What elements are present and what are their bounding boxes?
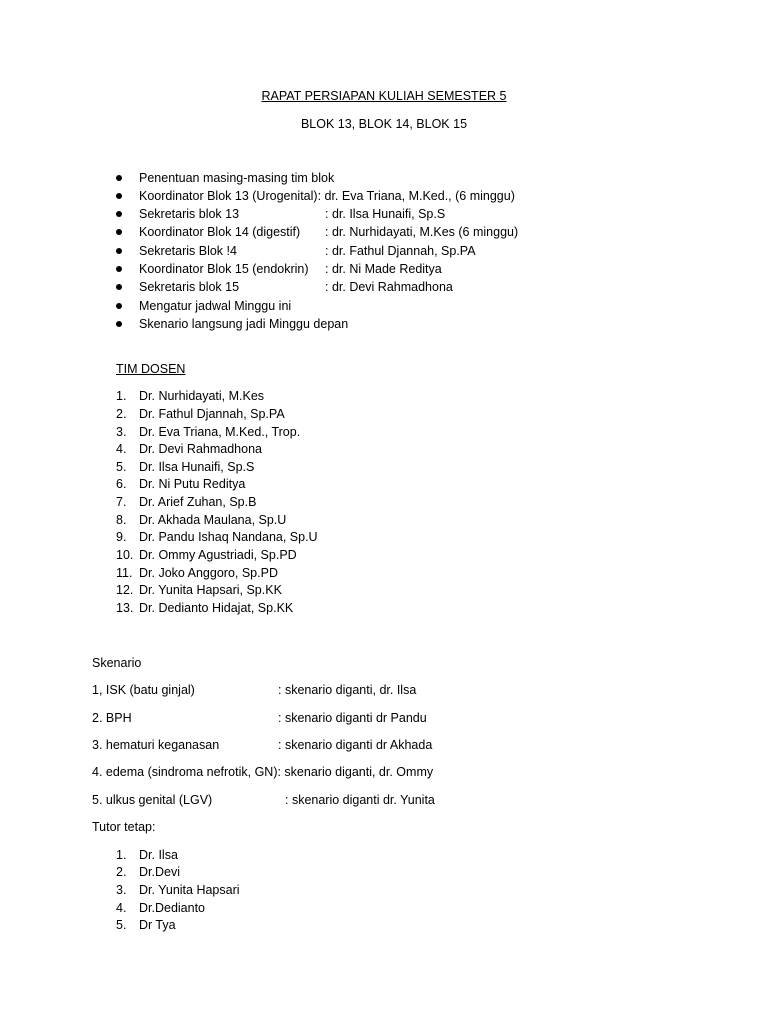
list-item-name: Dr. Ilsa Hunaifi, Sp.S: [139, 460, 255, 474]
skenario-item-label: 1, ISK (batu ginjal): [92, 683, 195, 697]
list-item-number: 13.: [116, 601, 134, 615]
list-item-name: Dr Tya: [139, 918, 176, 932]
list-item-name: Dr.Dedianto: [139, 901, 206, 915]
list-item-name: Dr. Pandu Ishaq Nandana, Sp.U: [139, 530, 318, 544]
list-item-name: Dr. Arief Zuhan, Sp.B: [139, 495, 257, 509]
list-item-name: Dr. Eva Triana, M.Ked., Trop.: [139, 425, 301, 439]
list-item-number: 1.: [116, 848, 127, 862]
list-item-number: 11.: [116, 566, 133, 580]
agenda-item-value: : dr. Nurhidayati, M.Kes (6 minggu): [325, 225, 519, 239]
agenda-item: [116, 260, 656, 278]
list-item-number: 1.: [116, 389, 127, 403]
skenario-item-value: : skenario diganti dr Akhada: [278, 738, 433, 752]
list-item-number: 3.: [116, 883, 127, 897]
bullet-icon: [116, 193, 122, 199]
list-item-number: 6.: [116, 477, 127, 491]
list-item-number: 12.: [116, 583, 134, 597]
list-item-name: Dr. Ni Putu Reditya: [139, 477, 246, 491]
agenda-item-label: Sekretaris blok 13: [139, 207, 240, 221]
skenario-item-value: : skenario diganti dr. Yunita: [285, 793, 435, 807]
list-item-number: 5.: [116, 918, 127, 932]
agenda-item-value: : dr. Ilsa Hunaifi, Sp.S: [325, 207, 446, 221]
list-item-name: Dr. Yunita Hapsari, Sp.KK: [139, 583, 282, 597]
skenario-item-label: 4. edema (sindroma nefrotik, GN): skenario diganti, dr. Ommy: [92, 765, 434, 779]
agenda-item-label: Koordinator Blok 15 (endokrin): [139, 262, 309, 276]
agenda-item: [116, 242, 656, 260]
tutor-tetap-heading: Tutor tetap:: [92, 820, 156, 834]
list-item-number: 2.: [116, 407, 127, 421]
list-item-number: 8.: [116, 513, 127, 527]
list-item-number: 3.: [116, 425, 127, 439]
bullet-icon: [116, 211, 122, 217]
skenario-item-value: : skenario diganti, dr. Ilsa: [278, 683, 417, 697]
skenario-item-label: 5. ulkus genital (LGV): [92, 793, 213, 807]
list-item-number: 4.: [116, 442, 127, 456]
tim-dosen-heading: TIM DOSEN: [116, 362, 186, 376]
skenario-item-value: : skenario diganti dr Pandu: [278, 711, 427, 725]
list-item-name: Dr. Ommy Agustriadi, Sp.PD: [139, 548, 297, 562]
bullet-icon: [116, 248, 122, 254]
skenario-heading: Skenario: [92, 656, 142, 670]
list-item-name: Dr. Ilsa: [139, 848, 178, 862]
list-item-number: 7.: [116, 495, 127, 509]
list-item-name: Dr. Devi Rahmadhona: [139, 442, 262, 456]
agenda-item-value: : dr. Devi Rahmadhona: [325, 280, 453, 294]
agenda-item: [116, 315, 656, 333]
list-item-name: Dr.Devi: [139, 865, 180, 879]
list-item-name: Dr. Dedianto Hidajat, Sp.KK: [139, 601, 294, 615]
agenda-item: [116, 169, 656, 187]
agenda-item: [116, 278, 656, 296]
bullet-icon: [116, 266, 122, 272]
agenda-item: [116, 297, 656, 315]
agenda-item-label: Koordinator Blok 13 (Urogenital): dr. Eva Triana, M.Ked., (6 minggu): [139, 189, 515, 203]
agenda-item-value: : dr. Ni Made Reditya: [325, 262, 442, 276]
bullet-icon: [116, 303, 122, 309]
document-title: RAPAT PERSIAPAN KULIAH SEMESTER 5: [261, 89, 507, 103]
agenda-item: [116, 223, 656, 241]
list-item-name: Dr. Joko Anggoro, Sp.PD: [139, 566, 278, 580]
skenario-item-label: 3. hematuri keganasan: [92, 738, 220, 752]
list-item-name: Dr. Akhada Maulana, Sp.U: [139, 513, 287, 527]
bullet-icon: [116, 229, 122, 235]
list-item-number: 9.: [116, 530, 127, 544]
agenda-item: [116, 205, 656, 223]
skenario-item-label: 2. BPH: [92, 711, 132, 725]
document-subtitle: BLOK 13, BLOK 14, BLOK 15: [300, 117, 468, 131]
list-item-name: Dr. Fathul Djannah, Sp.PA: [139, 407, 285, 421]
agenda-item-label: Penentuan masing-masing tim blok: [139, 171, 335, 185]
list-item-number: 2.: [116, 865, 127, 879]
agenda-item-label: Mengatur jadwal Minggu ini: [139, 299, 292, 313]
bullet-icon: [116, 284, 122, 290]
bullet-icon: [116, 321, 122, 327]
list-item-number: 5.: [116, 460, 127, 474]
bullet-icon: [116, 175, 122, 181]
agenda-item-label: Sekretaris Blok !4: [139, 244, 237, 258]
list-item-name: Dr. Nurhidayati, M.Kes: [139, 389, 265, 403]
agenda-item-label: Koordinator Blok 14 (digestif): [139, 225, 301, 239]
agenda-item-value: : dr. Fathul Djannah, Sp.PA: [325, 244, 476, 258]
list-item-name: Dr. Yunita Hapsari: [139, 883, 240, 897]
agenda-item-label: Sekretaris blok 15: [139, 280, 240, 294]
agenda-item-label: Skenario langsung jadi Minggu depan: [139, 317, 349, 331]
list-item-number: 10.: [116, 548, 134, 562]
list-item-number: 4.: [116, 901, 127, 915]
agenda-item: [116, 187, 656, 205]
